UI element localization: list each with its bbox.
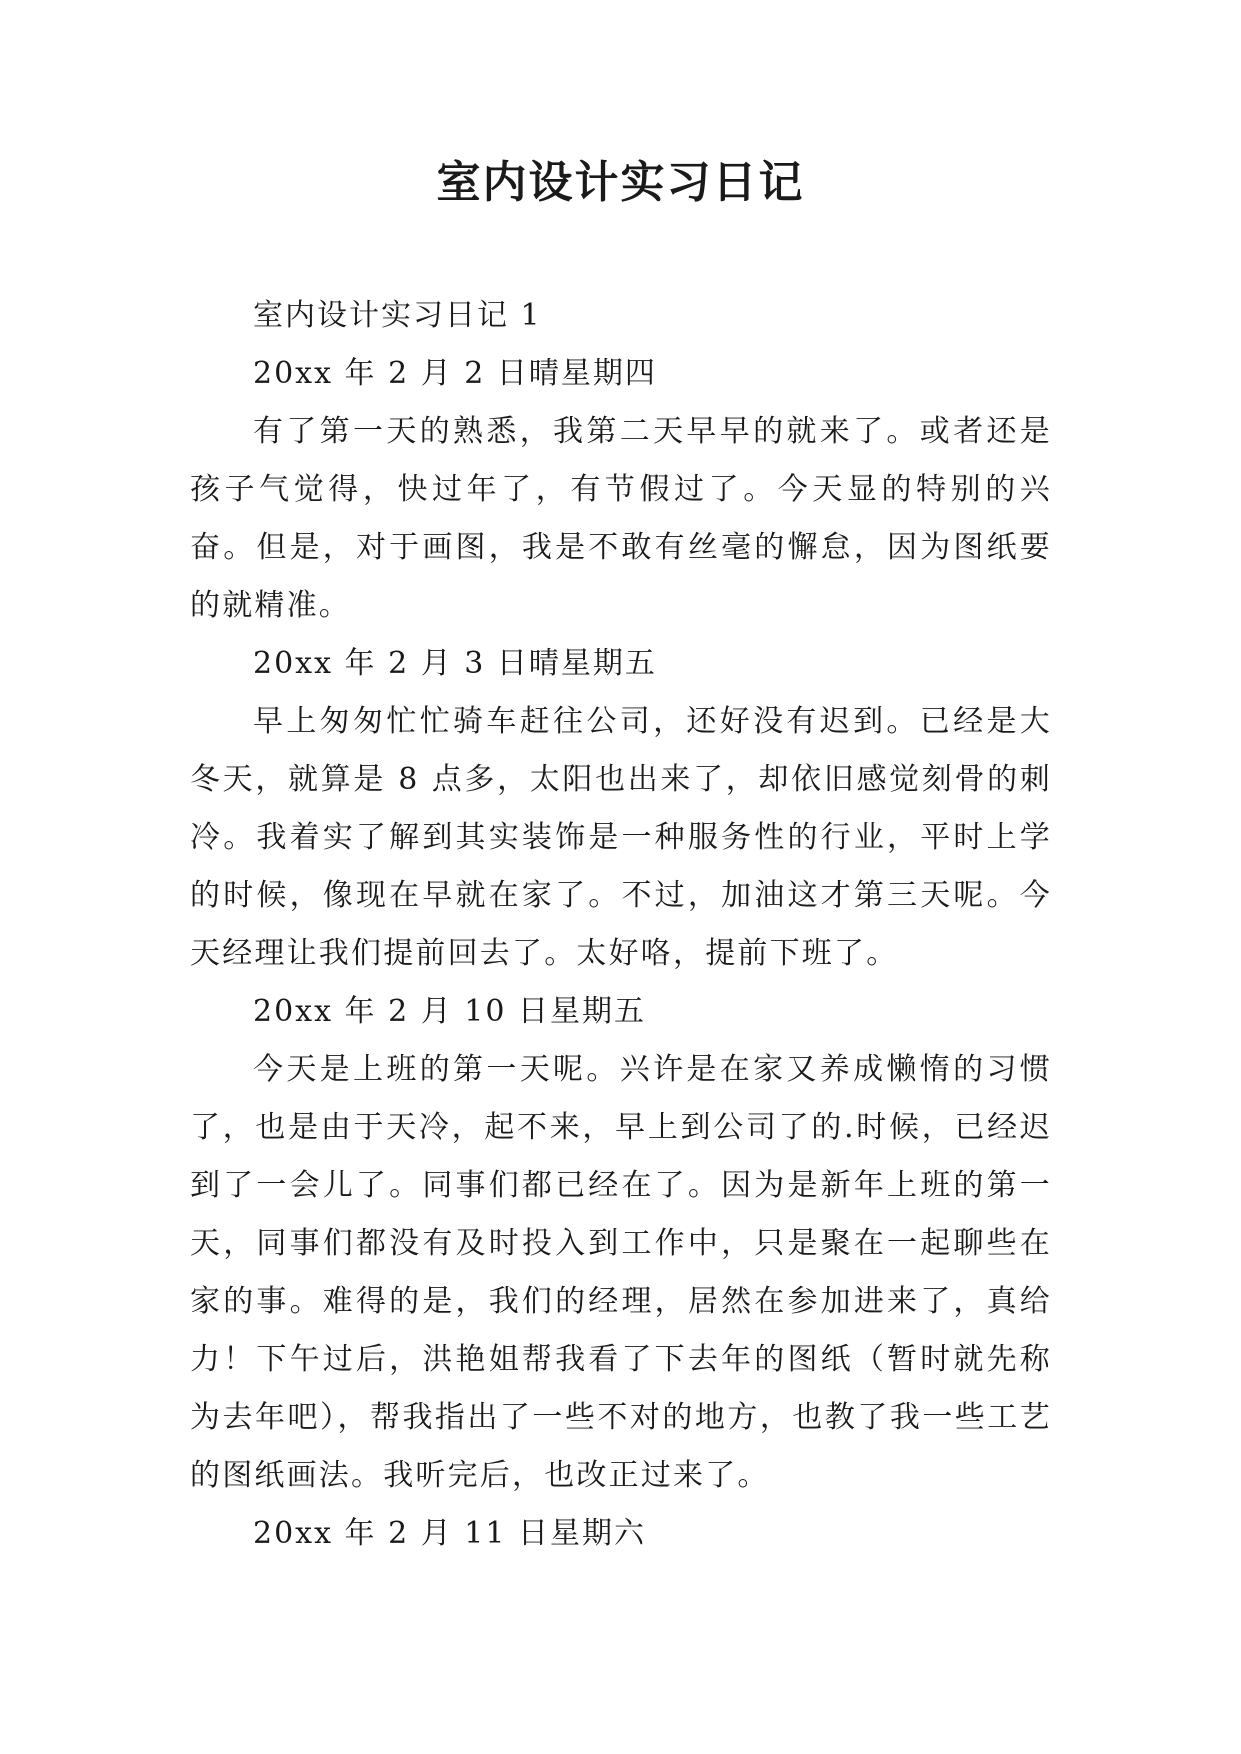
- diary-date: 20xx 年 2 月 11 日星期六: [253, 1516, 646, 1551]
- document-title: 室内设计实习日记: [436, 157, 805, 208]
- diary-paragraph: 有了第一天的熟悉，我第二天早早的就来了。或者还是孩子气觉得，快过年了，有节假过了。今天显的特别的兴奋。但是，对于画图，我是不敢有丝毫的懈怠，因为图纸要的就精准。: [190, 414, 1052, 623]
- diary-paragraph: 早上匆匆忙忙骑车赶往公司，还好没有迟到。已经是大冬天，就算是 8 点多，太阳也出来了，却依旧感觉刻骨的刺冷。我着实了解到其实装饰是一种服务性的行业，平时上学的时候，像现在早就在家了。不过，加油这才第三天呢。今天经理让我们提前回去了。太好咯，提前下班了。: [190, 704, 1052, 971]
- diary-date: 20xx 年 2 月 2 日晴星期四: [253, 356, 657, 391]
- diary-date: 20xx 年 2 月 10 日星期五: [253, 994, 646, 1029]
- section-heading: 室内设计实习日记 1: [253, 298, 542, 333]
- diary-date: 20xx 年 2 月 3 日晴星期五: [253, 646, 657, 681]
- document-body: [190, 287, 1052, 1563]
- diary-paragraph: 今天是上班的第一天呢。兴许是在家又养成懒惰的习惯了，也是由于天冷，起不来，早上到公司了的.时候，已经迟到了一会儿了。同事们都已经在了。因为是新年上班的第一天，同事们都没有及时投入到工作中，只是聚在一起聊些在家的事。难得的是，我们的经理，居然在参加进来了，真给力！下午过后，洪艳姐帮我看了下去年的图纸（暂时就先称为去年吧），帮我指出了一些不对的地方，也教了我一些工艺的图纸画法。我听完后，也改正过来了。: [190, 1052, 1052, 1493]
